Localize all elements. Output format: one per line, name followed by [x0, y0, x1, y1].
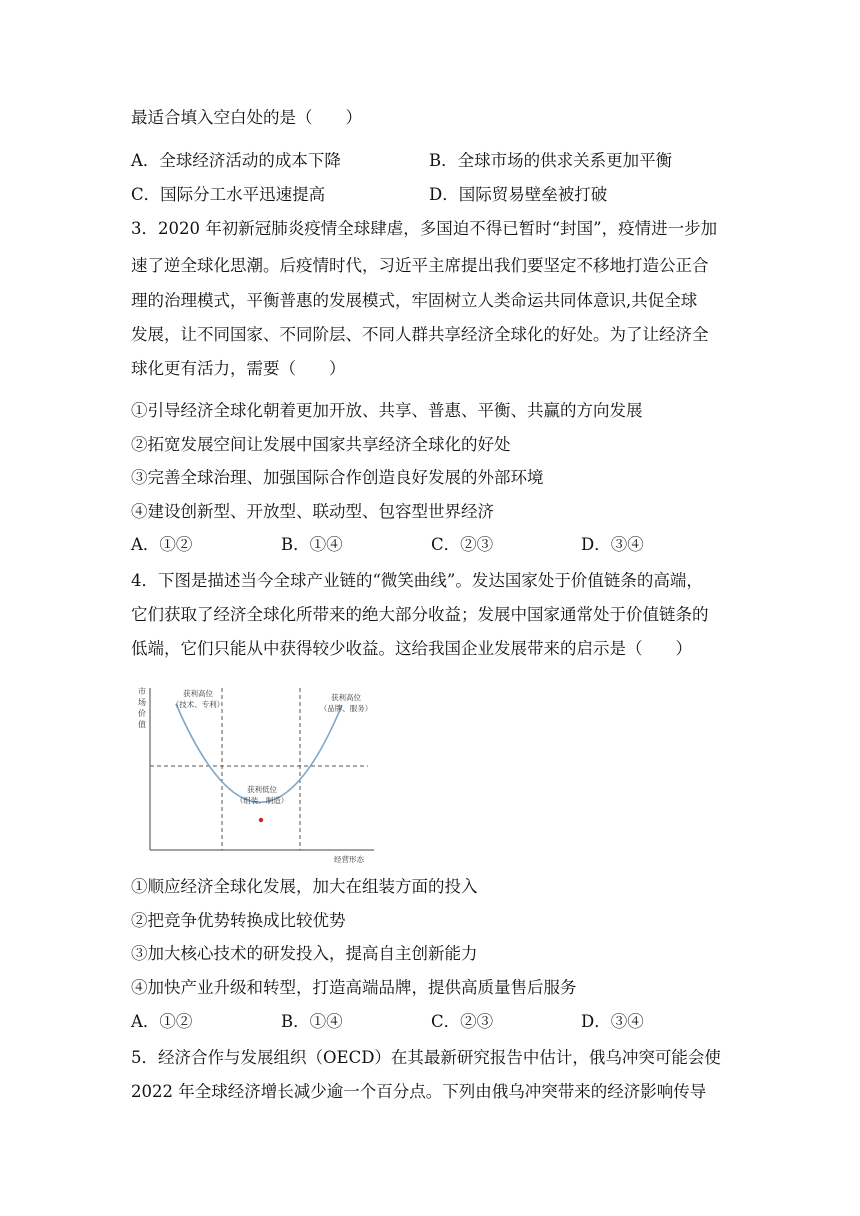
q4-options-row [131, 1005, 750, 1038]
y-axis-label-char-2: 场 [138, 698, 146, 707]
q4-stem-line-2: 它们获取了经济全球化所带来的绝大部分收益；发展中国家通常处于价值链条的 [131, 605, 709, 624]
q3-stem-line-5: 球化更有活力，需要（ ） [131, 359, 346, 378]
q4-option-b[interactable]: B．①④ [281, 1012, 343, 1031]
bottom-low-label: 获利低位 [247, 785, 277, 794]
q3-option-c[interactable]: C．②③ [431, 535, 494, 554]
q4-stem-line-3: 低端，它们只能从中获得较少收益。这给我国企业发展带来的启示是（ ） [131, 639, 692, 658]
q3-stem-line-1: 3．2020 年初新冠肺炎疫情全球肆虐，多国迫不得已暂时“封国”，疫情进一步加 [131, 219, 718, 238]
x-axis-label: 经营形态 [334, 855, 364, 864]
q4-item-3: ③加大核心技术的研发投入，提高自主创新能力 [131, 944, 478, 963]
y-axis-label-char-3: 价 [138, 709, 146, 718]
right-high-label: 获利高位 [331, 693, 361, 702]
q2-option-a[interactable]: A．全球经济活动的成本下降 [131, 151, 341, 170]
q2-options-row-1 [131, 144, 750, 177]
q4-stem-line-1: 4．下图是描述当今全球产业链的“微笑曲线”。发达国家处于价值链条的高端， [131, 571, 703, 590]
q4-item-2: ②把竞争优势转换成比较优势 [131, 911, 346, 930]
q3-stem-line-3: 理的治理模式，平衡普惠的发展模式，牢固树立人类命运共同体意识,共促全球 [131, 291, 698, 310]
q4-option-a[interactable]: A．①② [131, 1012, 193, 1031]
q3-option-b[interactable]: B．①④ [281, 535, 343, 554]
left-high-label: 获利高位 [183, 689, 213, 698]
q4-option-c[interactable]: C．②③ [431, 1012, 494, 1031]
q5-stem-line-2: 2022 年全球经济增长减少逾一个百分点。下列由俄乌冲突带来的经济影响传导 [131, 1082, 707, 1101]
q3-stem-line-4: 发展，让不同国家、不同阶层、不同人群共享经济全球化的好处。为了让经济全 [131, 325, 709, 344]
q4-option-d[interactable]: D．③④ [581, 1012, 644, 1031]
bottom-low-sublabel: （组装、制造） [235, 796, 289, 805]
y-axis-label-char-4: 值 [138, 720, 146, 729]
q2-option-b[interactable]: B．全球市场的供求关系更加平衡 [429, 151, 673, 170]
left-high-sublabel: （技术、专利） [171, 700, 225, 709]
q2-option-d[interactable]: D．国际贸易壁垒被打破 [429, 185, 608, 204]
q4-item-4: ④加快产业升级和转型，打造高端品牌，提供高质量售后服务 [131, 978, 577, 997]
y-axis-label-char-1: 市 [138, 687, 146, 696]
q2-option-c[interactable]: C．国际分工水平迅速提高 [131, 185, 326, 204]
q3-item-3: ③完善全球治理、加强国际合作创造良好发展的外部环境 [131, 468, 544, 487]
right-high-sublabel: （品牌、服务） [319, 704, 373, 713]
q3-options-row [131, 528, 750, 561]
q3-option-d[interactable]: D．③④ [581, 535, 644, 554]
q2-options-row-2 [131, 178, 750, 211]
q3-stem-line-2: 速了逆全球化思潮。后疫情时代，习近平主席提出我们要坚定不移地打造公正合 [131, 256, 709, 275]
q5-stem-line-1: 5．经济合作与发展组织（OECD）在其最新研究报告中估计，俄乌冲突可能会使 [131, 1048, 721, 1067]
smile-curve-figure [128, 680, 378, 870]
q4-item-1: ①顺应经济全球化发展，加大在组装方面的投入 [131, 877, 478, 896]
q3-option-a[interactable]: A．①② [131, 535, 193, 554]
q3-item-2: ②拓宽发展空间让发展中国家共享经济全球化的好处 [131, 435, 511, 454]
q3-item-1: ①引导经济全球化朝着更加开放、共享、普惠、平衡、共赢的方向发展 [131, 401, 643, 420]
q2-stem-end: 最适合填入空白处的是（ ） [131, 108, 362, 127]
lowest-profit-point [259, 818, 263, 822]
q3-item-4: ④建设创新型、开放型、联动型、包容型世界经济 [131, 502, 494, 521]
